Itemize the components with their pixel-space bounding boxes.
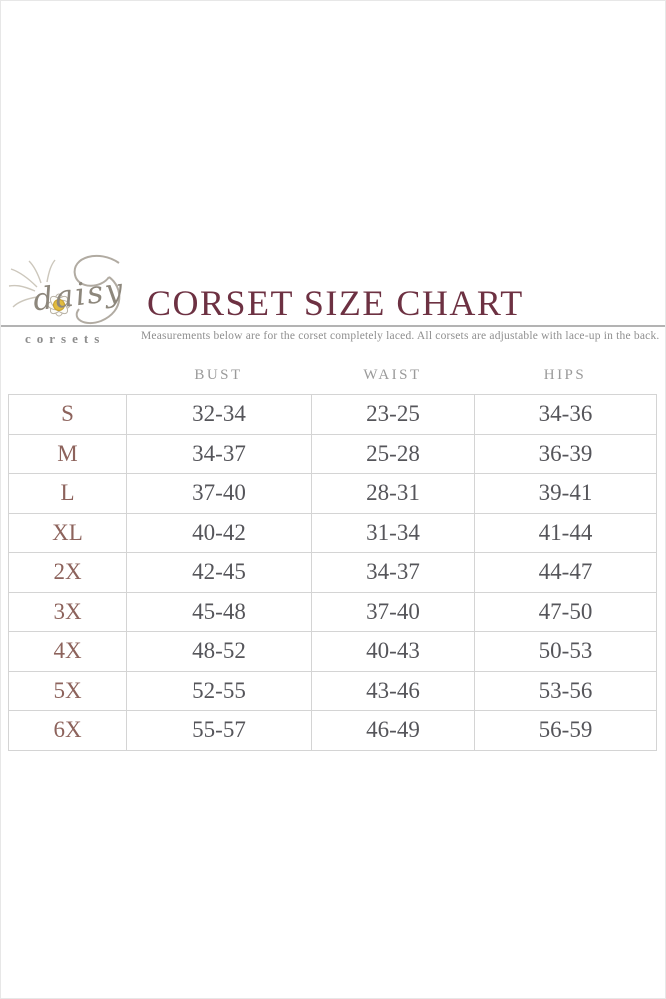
hips-cell: 50-53 [475, 632, 657, 672]
brand-name-word: corsets [25, 331, 106, 346]
size-cell: L [9, 474, 127, 514]
waist-cell: 43-46 [312, 671, 475, 711]
column-header-spacer [8, 367, 126, 384]
chart-note: Measurements below are for the corset completely laced. All corsets are adjustable with lace-up in the back. [141, 330, 660, 342]
waist-cell: 31-34 [312, 513, 475, 553]
column-headers [8, 367, 656, 384]
table-row-6x [9, 711, 657, 751]
table-row-4x [9, 632, 657, 672]
size-table [8, 394, 657, 751]
bust-cell: 34-37 [127, 434, 312, 474]
brand-logo [7, 253, 145, 327]
bust-cell: 48-52 [127, 632, 312, 672]
brand-name-script: daisy [31, 271, 127, 319]
column-header-waist: WAIST [363, 367, 422, 383]
hips-cell: 53-56 [475, 671, 657, 711]
size-cell: 5X [9, 671, 127, 711]
page-title: CORSET SIZE CHART [147, 283, 524, 323]
bust-cell: 42-45 [127, 553, 312, 593]
size-cell: M [9, 434, 127, 474]
waist-cell: 23-25 [312, 395, 475, 435]
bust-cell: 55-57 [127, 711, 312, 751]
table-row-l [9, 474, 657, 514]
size-cell: 4X [9, 632, 127, 672]
size-cell: 3X [9, 592, 127, 632]
bust-cell: 37-40 [127, 474, 312, 514]
table-row-2x [9, 553, 657, 593]
column-header-bust: BUST [194, 367, 243, 383]
bust-cell: 52-55 [127, 671, 312, 711]
hips-cell: 44-47 [475, 553, 657, 593]
size-cell: 6X [9, 711, 127, 751]
size-cell: S [9, 395, 127, 435]
bust-cell: 40-42 [127, 513, 312, 553]
size-cell: XL [9, 513, 127, 553]
hips-cell: 34-36 [475, 395, 657, 435]
table-row-s [9, 395, 657, 435]
waist-cell: 28-31 [312, 474, 475, 514]
table-row-xl [9, 513, 657, 553]
table-row-5x [9, 671, 657, 711]
waist-cell: 34-37 [312, 553, 475, 593]
waist-cell: 25-28 [312, 434, 475, 474]
hips-cell: 56-59 [475, 711, 657, 751]
table-row-3x [9, 592, 657, 632]
bust-cell: 32-34 [127, 395, 312, 435]
table-row-m [9, 434, 657, 474]
bust-cell: 45-48 [127, 592, 312, 632]
waist-cell: 40-43 [312, 632, 475, 672]
waist-cell: 46-49 [312, 711, 475, 751]
header-divider [1, 325, 665, 327]
hips-cell: 39-41 [475, 474, 657, 514]
size-cell: 2X [9, 553, 127, 593]
hips-cell: 36-39 [475, 434, 657, 474]
hips-cell: 47-50 [475, 592, 657, 632]
waist-cell: 37-40 [312, 592, 475, 632]
column-header-hips: HIPS [543, 367, 587, 383]
hips-cell: 41-44 [475, 513, 657, 553]
